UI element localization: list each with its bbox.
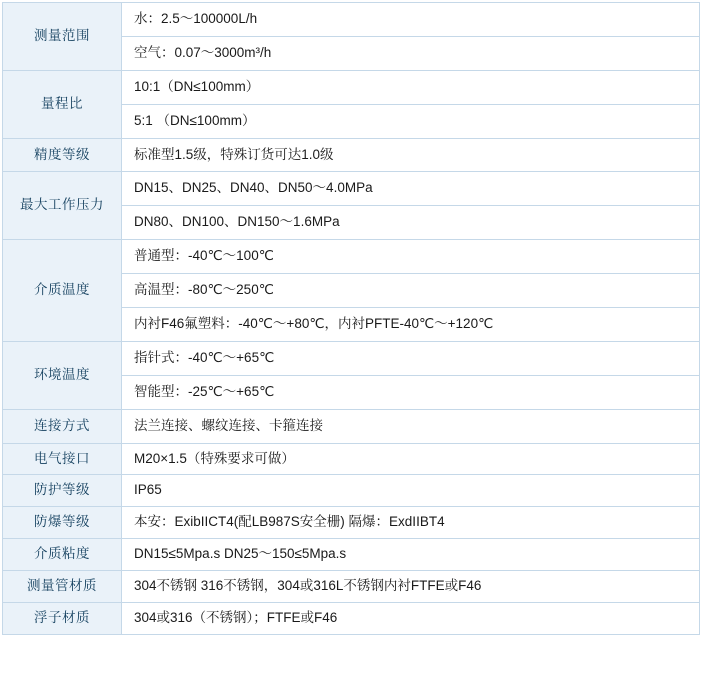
table-row bbox=[3, 475, 700, 507]
row-label-protection-class: 防护等级 bbox=[3, 475, 122, 507]
row-value-measuring-tube-material: 304不锈钢 316不锈钢，304或316L不锈钢内衬FTFE或F46 bbox=[122, 571, 700, 603]
table-row bbox=[3, 507, 700, 539]
row-value-medium-viscosity: DN15≤5Mpa.s DN25～150≤5Mpa.s bbox=[122, 539, 700, 571]
table-row bbox=[3, 603, 700, 635]
row-value-max-working-pressure-1: DN15、DN25、DN40、DN50～4.0MPa bbox=[122, 172, 700, 206]
row-label-max-working-pressure: 最大工作压力 bbox=[3, 172, 122, 240]
table-row bbox=[3, 443, 700, 475]
table-row bbox=[3, 138, 700, 172]
table-row bbox=[3, 409, 700, 443]
row-value-medium-temperature-1: 普通型：-40℃～100℃ bbox=[122, 240, 700, 274]
row-label-medium-viscosity: 介质粘度 bbox=[3, 539, 122, 571]
row-value-medium-temperature-3: 内衬F46氟塑料：-40℃～+80℃，内衬PFTE-40℃～+120℃ bbox=[122, 308, 700, 342]
row-value-measuring-range-1: 水：2.5～100000L/h bbox=[122, 3, 700, 37]
row-value-turndown-ratio-2: 5:1 （DN≤100mm） bbox=[122, 104, 700, 138]
row-label-measuring-tube-material: 测量管材质 bbox=[3, 571, 122, 603]
row-value-connection-type: 法兰连接、螺纹连接、卡箍连接 bbox=[122, 409, 700, 443]
row-label-float-material: 浮子材质 bbox=[3, 603, 122, 635]
row-label-electrical-interface: 电气接口 bbox=[3, 443, 122, 475]
row-value-ambient-temperature-2: 智能型：-25℃～+65℃ bbox=[122, 375, 700, 409]
row-label-ambient-temperature: 环境温度 bbox=[3, 341, 122, 409]
table-row bbox=[3, 70, 700, 104]
specification-table bbox=[2, 2, 700, 635]
table-row bbox=[3, 539, 700, 571]
table-row bbox=[3, 240, 700, 274]
row-label-explosion-proof-class: 防爆等级 bbox=[3, 507, 122, 539]
table-row bbox=[3, 341, 700, 375]
row-value-ambient-temperature-1: 指针式：-40℃～+65℃ bbox=[122, 341, 700, 375]
row-label-turndown-ratio: 量程比 bbox=[3, 70, 122, 138]
table-row bbox=[3, 3, 700, 37]
row-label-accuracy-class: 精度等级 bbox=[3, 138, 122, 172]
row-value-turndown-ratio-1: 10:1（DN≤100mm） bbox=[122, 70, 700, 104]
row-value-max-working-pressure-2: DN80、DN100、DN150～1.6MPa bbox=[122, 206, 700, 240]
table-row bbox=[3, 571, 700, 603]
specification-table-body bbox=[3, 3, 700, 635]
row-value-explosion-proof-class: 本安：ExibIICT4(配LB987S安全栅) 隔爆：ExdIIBT4 bbox=[122, 507, 700, 539]
row-value-accuracy-class: 标准型1.5级，特殊订货可达1.0级 bbox=[122, 138, 700, 172]
row-label-medium-temperature: 介质温度 bbox=[3, 240, 122, 342]
row-label-measuring-range: 测量范围 bbox=[3, 3, 122, 71]
row-value-medium-temperature-2: 高温型：-80℃～250℃ bbox=[122, 274, 700, 308]
row-value-protection-class: IP65 bbox=[122, 475, 700, 507]
row-value-float-material: 304或316（不锈钢）；FTFE或F46 bbox=[122, 603, 700, 635]
row-value-measuring-range-2: 空气：0.07～3000m³/h bbox=[122, 36, 700, 70]
row-value-electrical-interface: M20×1.5（特殊要求可做） bbox=[122, 443, 700, 475]
table-row bbox=[3, 172, 700, 206]
row-label-connection-type: 连接方式 bbox=[3, 409, 122, 443]
